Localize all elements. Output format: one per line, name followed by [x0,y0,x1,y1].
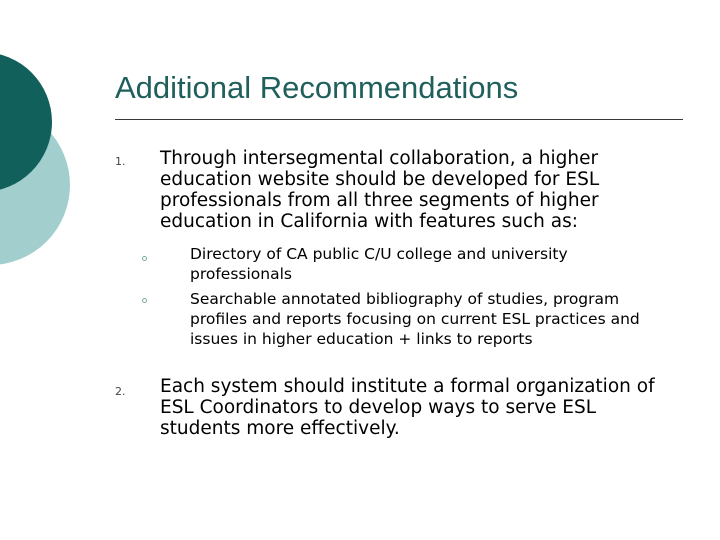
bullet-icon [142,256,147,261]
title-divider [115,119,683,120]
list-item-2-text: Each system should institute a formal organization of ESL Coordinators to develop ways to serve ESL students more effectively. [160,376,655,439]
sub-item-directory: Directory of CA public C/U college and university professionals [190,245,568,283]
list-item-1-text: Through intersegmental collaboration, a higher education website should be developed for ESL professionals from all three segments of higher education in California with features such as: [160,148,600,232]
bullet-icon [142,298,147,303]
slide-title: Additional Recommendations [115,70,519,105]
sub-item-bibliography: Searchable annotated bibliography of studies, program profiles and reports focusing on current ESL practices and issues in higher education + links to reports [190,290,640,348]
item-number-1: 1. [115,155,126,168]
item-number-2: 2. [115,385,126,398]
